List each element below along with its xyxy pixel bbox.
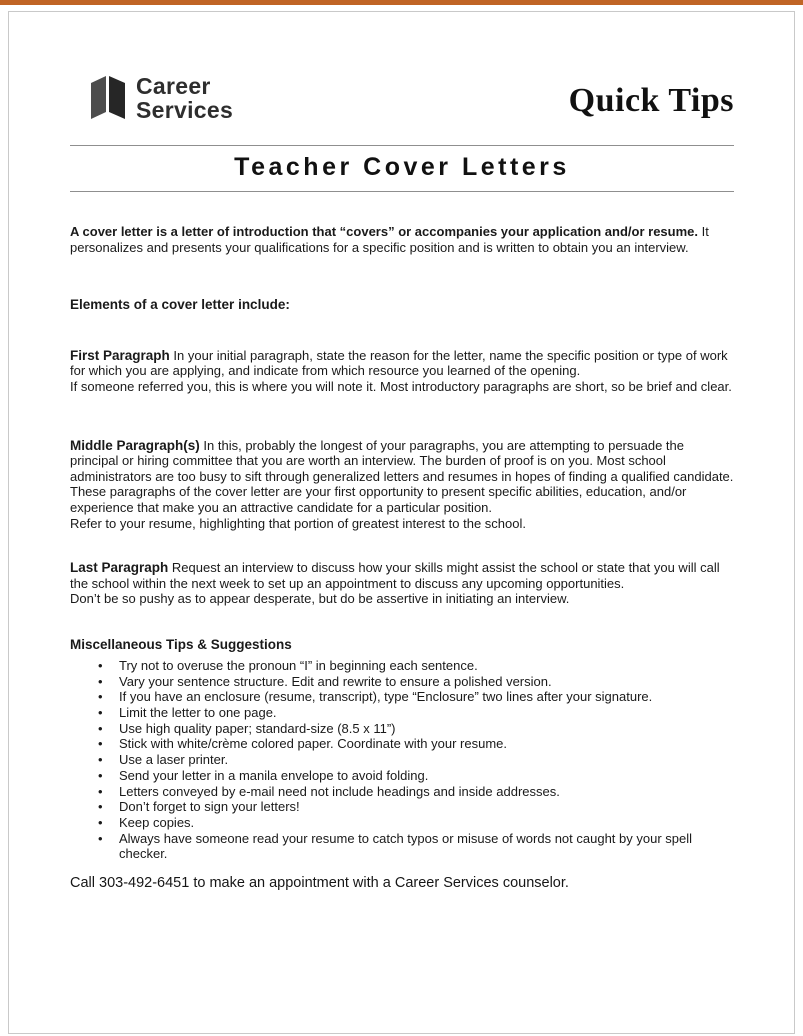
call-to-action: Call 303-492-6451 to make an appointment with a Career Services counselor. xyxy=(70,875,569,892)
intro-paragraph xyxy=(70,224,734,255)
section-middle-paragraphs xyxy=(70,438,734,532)
tip-item: • Use a laser printer. xyxy=(96,752,734,768)
logo-line-career: Career xyxy=(136,73,211,99)
last-paragraph-heading: Last Paragraph xyxy=(70,560,169,576)
tip-item: • Send your letter in a manila envelope to avoid folding. xyxy=(96,768,734,784)
tip-item: • Vary your sentence structure. Edit and rewrite to ensure a polished version. xyxy=(96,674,734,690)
tip-item: • Stick with white/crème colored paper. Coordinate with your resume. xyxy=(96,736,734,752)
tip-item: • Letters conveyed by e-mail need not include headings and inside addresses. xyxy=(96,784,734,800)
last-paragraph-text: Request an interview to discuss how your skills might assist the school or state that you will call the school within the next week to set up an appointment to discuss any upcoming opportunities. xyxy=(70,560,720,591)
tip-item: • If you have an enclosure (resume, transcript), type “Enclosure” two lines after your signature. xyxy=(96,689,734,705)
tip-item: • Always have someone read your resume to catch typos or misuse of words not caught by your spell checker. xyxy=(96,831,734,862)
last-paragraph-note: Don’t be so pushy as to appear desperate, but do be assertive in initiating an interview. xyxy=(70,591,570,607)
section-last-paragraph xyxy=(70,560,734,607)
tips-list xyxy=(96,658,734,862)
top-accent-bar xyxy=(0,0,803,5)
middle-paragraphs-text: In this, probably the longest of your paragraphs, you are attempting to persuade the principal or hiring committee that you are worth an interview. The burden of proof is on you. Most school administrators are too busy to sift through generalized letters and resumes in hopes of finding a qualified candidate. These paragraphs of the cover letter are your first opportunity to present specific abilities, education, and/or experience that make you an attractive candidate for a particular position. xyxy=(70,437,734,515)
tip-item: • Try not to overuse the pronoun “I” in beginning each sentence. xyxy=(96,658,734,674)
intro-regular-text: It personalizes and presents your qualifications for a specific position and is written to obtain you an interview. xyxy=(70,224,709,255)
title-rule-bottom xyxy=(70,191,734,192)
first-paragraph-text: In your initial paragraph, state the reason for the letter, name the specific position or type of work for which you are applying, and indicate from which resource you learned of the opening. xyxy=(70,347,728,379)
logo-line-services: Services xyxy=(136,97,234,123)
page-header xyxy=(70,74,734,125)
tip-item: • Use high quality paper; standard-size (8.5 x 11”) xyxy=(96,721,734,737)
book-icon xyxy=(90,74,128,125)
document-page xyxy=(8,11,795,1034)
career-services-logo xyxy=(90,74,233,125)
tip-item: • Keep copies. xyxy=(96,815,734,831)
tip-item: • Limit the letter to one page. xyxy=(96,705,734,721)
section-first-paragraph xyxy=(70,348,734,395)
middle-paragraphs-heading: Middle Paragraph(s) xyxy=(70,437,200,453)
quick-tips-label: Quick Tips xyxy=(568,82,734,119)
tips-heading: Miscellaneous Tips & Suggestions xyxy=(70,636,292,652)
tip-item: • Don’t forget to sign your letters! xyxy=(96,799,734,815)
first-paragraph-heading: First Paragraph xyxy=(70,347,170,363)
intro-bold-text: A cover letter is a letter of introduction that “covers” or accompanies your application and/or resume. xyxy=(70,224,699,239)
logo-text xyxy=(136,74,233,122)
page-title: Teacher Cover Letters xyxy=(234,153,570,181)
section-miscellaneous-tips xyxy=(70,637,734,862)
first-paragraph-note: If someone referred you, this is where you will note it. Most introductory paragraphs are short, so be brief and clear. xyxy=(70,378,732,394)
middle-paragraphs-note: Refer to your resume, highlighting that portion of greatest interest to the school. xyxy=(70,515,526,531)
title-block xyxy=(70,145,734,192)
elements-heading: Elements of a cover letter include: xyxy=(70,297,290,313)
